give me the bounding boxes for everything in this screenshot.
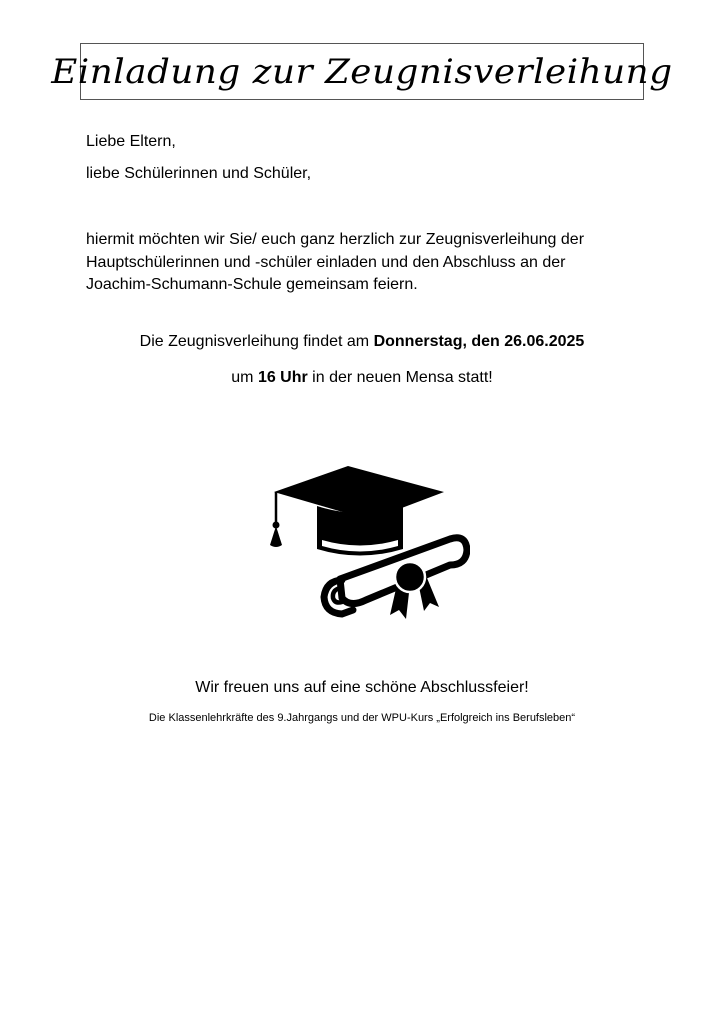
intro-paragraph <box>86 229 584 297</box>
event-location: in der neuen Mensa statt! <box>307 369 493 386</box>
event-date-prefix: Die Zeugnisverleihung findet am <box>139 333 374 350</box>
event-time-prefix: um <box>231 369 258 386</box>
intro-line-1: hiermit möchten wir Sie/ euch ganz herzlich zur Zeugnisverleihung der <box>86 231 585 248</box>
intro-line-3: Joachim-Schumann-Schule gemeinsam feiern. <box>86 276 418 293</box>
graduation-cap-and-diploma-icon <box>260 462 470 628</box>
event-time-line <box>0 369 724 387</box>
event-date-line <box>0 333 724 351</box>
closing-line: Wir freuen uns auf eine schöne Abschlussfeier! <box>195 679 529 696</box>
signature-line: Die Klassenlehrkräfte des 9.Jahrgangs und der WPU-Kurs „Erfolgreich ins Berufsleben“ <box>148 712 576 724</box>
intro-line-2: Hauptschülerinnen und -schüler einladen und den Abschluss an der <box>86 253 566 271</box>
event-time: 16 Uhr <box>257 369 308 386</box>
title-box <box>51 43 673 100</box>
page-title: Einladung zur Zeugnisverleihung <box>51 51 673 92</box>
event-date: Donnerstag, den 26.06.2025 <box>373 333 585 350</box>
salutation-parents: Liebe Eltern, <box>86 133 176 150</box>
salutation-students: liebe Schülerinnen und Schüler, <box>86 165 312 182</box>
